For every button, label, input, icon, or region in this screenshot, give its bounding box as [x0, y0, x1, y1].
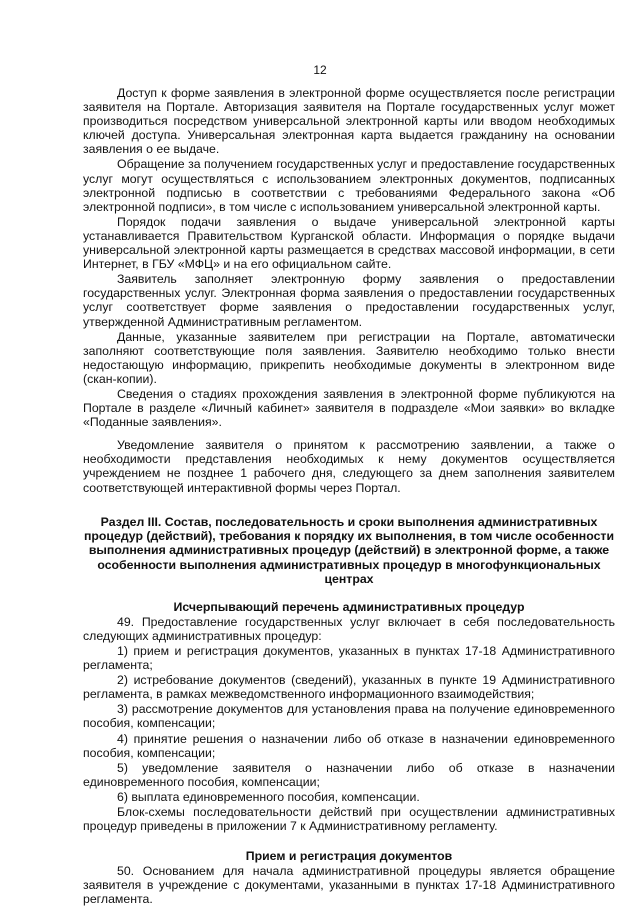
- paragraph-notification: Уведомление заявителя о принятом к рассмотрению заявлении, а также о необходимости представления необходимых к нему документов осуществляется учреждением не позднее 1 рабочего дня, следующего за днем заполнения заявителем соответствующей интерактивной формы через Портал.: [83, 438, 615, 495]
- document-body: [83, 86, 615, 908]
- paragraph-card-order: Порядок подачи заявления о выдаче универсальной электронной карты устанавливается Правительством Курганской области. Информация о порядке выдачи универсальной электронной карты размещается в средствах массовой информации, в сети Интернет, в ГБУ «МФЦ» и на его официальном сайте.: [83, 214, 615, 272]
- section-title: Раздел III. Состав, последовательность и сроки выполнения административных процедур (действий), требования к порядку их выполнения, в том числе особенности выполнения административных процедур (действий) в электронной форме, а также особенности выполнения административных процедур в многофункциональных центрах: [83, 514, 615, 587]
- spacer: [83, 430, 615, 438]
- paragraph-status-info: Сведения о стадиях прохождения заявления в электронной форме публикуются на Портале в разделе «Личный кабинет» заявителя в подразделе «Мои заявки» во вкладке «Поданные заявления».: [83, 386, 615, 430]
- paragraph-electronic-form: Заявитель заполняет электронную форму заявления о предоставлении государственных услуг. Электронная форма заявления о предоставлении государственных услуг соответствует форме заявления о предоставлении государственных услуг, утвержденной Административным регламентом.: [83, 272, 615, 329]
- sub-heading-procedures: Исчерпывающий перечень административных процедур: [173, 599, 525, 614]
- list-item: 6) выплата единовременного пособия, компенсации.: [117, 789, 420, 804]
- list-item: 2) истребование документов (сведений), указанных в пункте 19 Административного регламента, в рамках межведомственного информационного взаимодействия;: [83, 673, 615, 702]
- list-item: 5) уведомление заявителя о назначении либо об отказе в назначении единовременного пособия, компенсации;: [83, 760, 615, 789]
- sub-heading-reception: Прием и регистрация документов: [245, 849, 453, 864]
- item-49: 49. Предоставление государственных услуг включает в себя последовательность следующих административных процедур:: [83, 614, 615, 643]
- list-item: 1) прием и регистрация документов, указанных в пунктах 17-18 Административного регламента;: [83, 643, 615, 673]
- paragraph-autofill: Данные, указанные заявителем при регистрации на Портале, автоматически заполняют соответствующие поля заявления. Заявителю необходимо только внести недостающую информацию, прикрепить необходимые документы в электронном виде (скан-копии).: [83, 329, 615, 386]
- paragraph-portal-access: Доступ к форме заявления в электронной форме осуществляется после регистрации заявителя на Портале. Авторизация заявителя на Портале государственных услуг может производиться посредством универсальной электронной карты или вводом необходимых ключей доступа. Универсальная электронная карта выдается гражданину на основании заявления о ее выдаче.: [83, 86, 615, 157]
- item-50: 50. Основанием для начала административной процедуры является обращение заявителя в учреждение с документами, указанными в пунктах 17-18 Административного регламента.: [83, 864, 615, 907]
- list-item: 4) принятие решения о назначении либо об отказе в назначении единовременного пособия, компенсации;: [83, 731, 615, 760]
- paragraph-electronic-documents: Обращение за получением государственных услуг и предоставление государственных услуг могут осуществляться с использованием электронных документов, подписанных электронной подписью в соответствии с требованиями Федерального закона «Об электронной подписи», в том числе с использованием универсальной электронной карты.: [83, 157, 615, 214]
- list-item: 3) рассмотрение документов для установления права на получение единовременного пособия, компенсации;: [83, 702, 615, 731]
- page-number: 12: [313, 63, 327, 77]
- paragraph-block-schemes: Блок-схемы последовательности действий при осуществлении административных процедур приведены в приложении 7 к Административному регламенту.: [83, 804, 615, 834]
